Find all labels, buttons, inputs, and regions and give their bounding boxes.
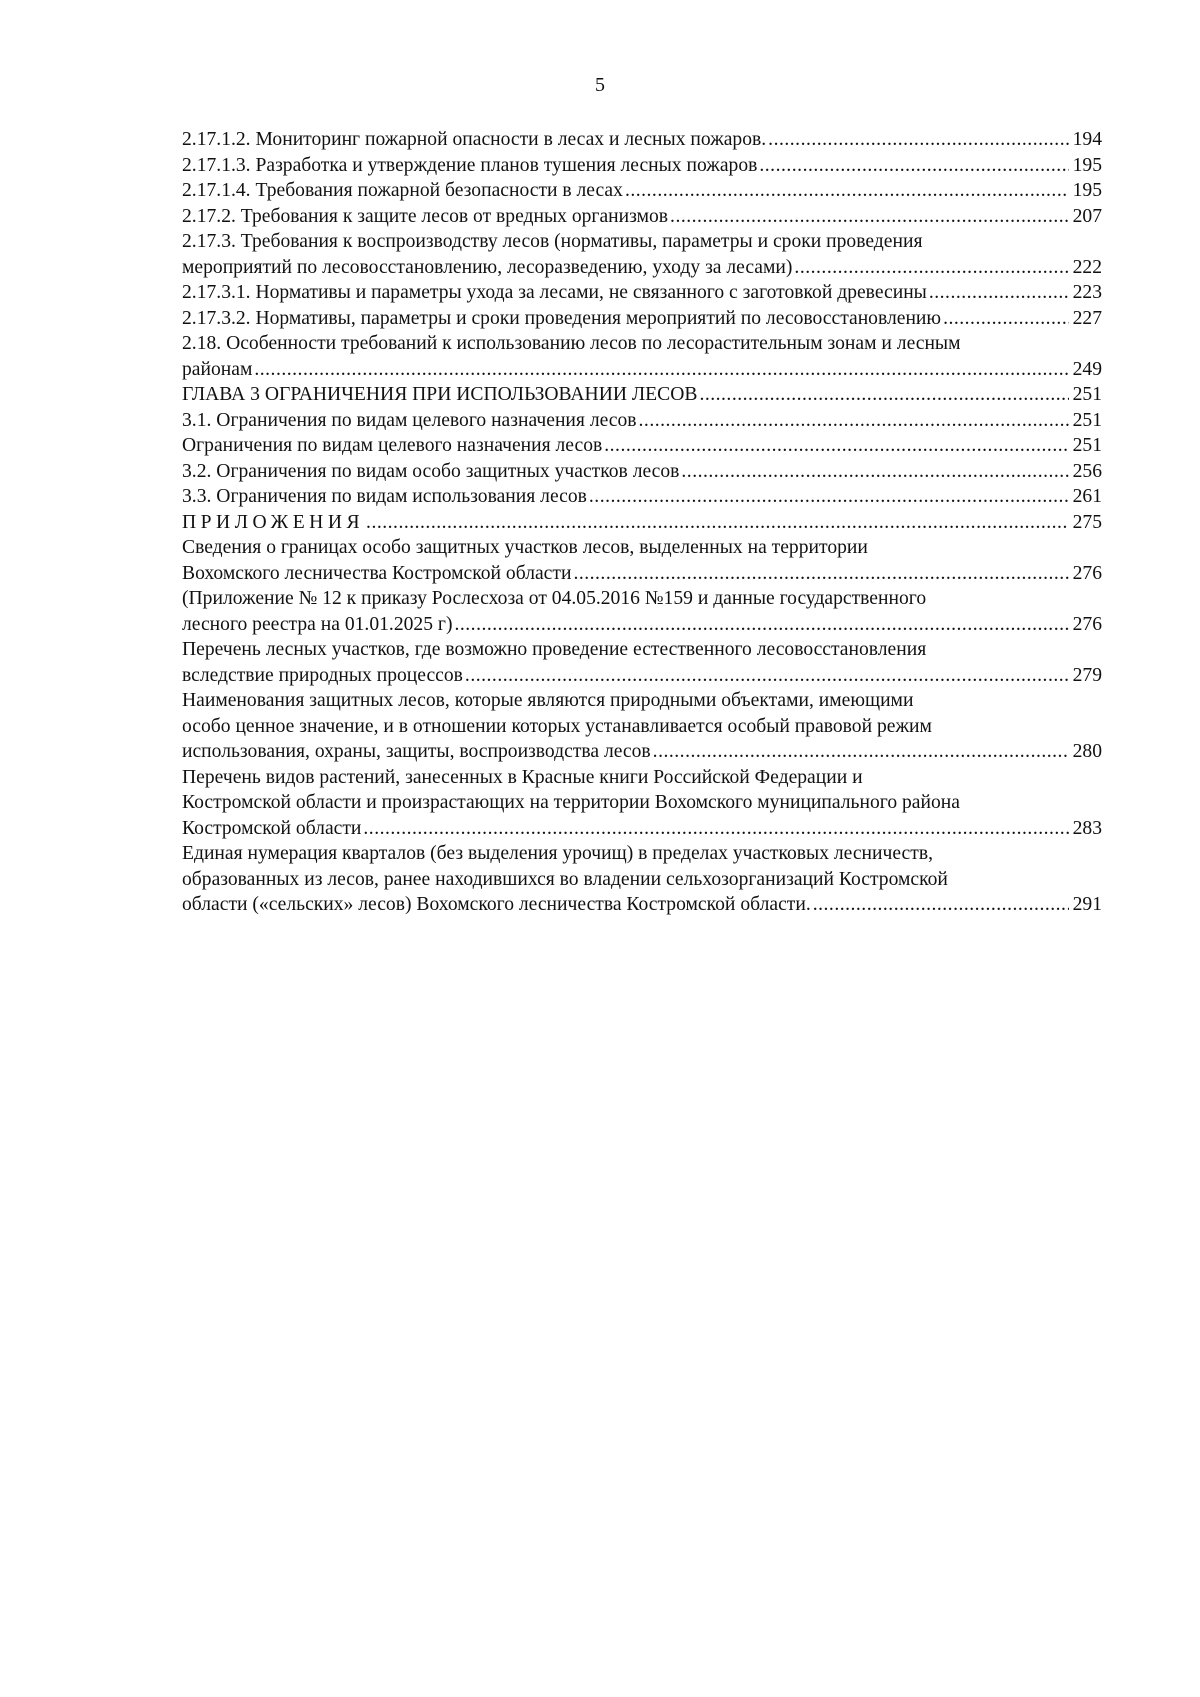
toc-entry-title: ГЛАВА 3 ОГРАНИЧЕНИЯ ПРИ ИСПОЛЬЗОВАНИИ ЛЕСОВ — [182, 384, 698, 405]
toc-entry-title: 3.3. Ограничения по видам использования лесов — [182, 486, 587, 507]
dot-leader — [929, 280, 1069, 306]
toc-entry-title: мероприятий по лесовосстановлению, лесоразведению, уходу за лесами) — [182, 256, 793, 278]
toc-entry-text-line: Перечень видов растений, занесенных в Красные книги Российской Федерации и — [182, 766, 863, 788]
toc-entry-page: 280 — [1072, 741, 1102, 762]
toc-entry-page: 194 — [1072, 129, 1102, 150]
toc-entry[interactable] — [182, 459, 1102, 485]
toc-entry-page: 276 — [1072, 562, 1102, 584]
toc-entry-page: 261 — [1072, 486, 1102, 507]
toc-entry-title: 3.2. Ограничения по видам особо защитных участков лесов — [182, 460, 680, 482]
toc-entry-page: 275 — [1072, 511, 1102, 533]
toc-entry[interactable] — [182, 765, 1102, 842]
dot-leader — [639, 408, 1069, 434]
dot-leader — [794, 255, 1068, 281]
toc-entry-title: 2.17.2. Требования к защите лесов от вредных организмов — [182, 205, 669, 227]
toc-entry-text-line: Костромской области и произрастающих на территории Вохомского муниципального района — [182, 792, 960, 813]
toc-entry[interactable] — [182, 535, 1102, 586]
dot-leader — [653, 739, 1069, 765]
page-number: 5 — [595, 74, 605, 96]
toc-entry-page: 251 — [1072, 384, 1102, 405]
toc-entry[interactable] — [182, 484, 1102, 510]
toc-entry-page: 291 — [1072, 894, 1102, 915]
toc-entry[interactable] — [182, 204, 1102, 230]
toc-entry[interactable] — [182, 382, 1102, 408]
toc-entry-title: 2.17.3.1. Нормативы и параметры ухода за лесами, не связанного с заготовкой древесины — [182, 282, 927, 303]
toc-entry-page: 249 — [1072, 358, 1102, 380]
dot-leader — [670, 204, 1069, 230]
toc-entry[interactable] — [182, 280, 1102, 306]
dot-leader — [943, 306, 1069, 332]
toc-entry[interactable] — [182, 178, 1102, 204]
toc-entry-page: 279 — [1072, 664, 1102, 686]
dot-leader — [625, 178, 1069, 204]
toc-entry-page: 207 — [1072, 205, 1102, 227]
toc-entry-text-line: (Приложение № 12 к приказу Рослесхоза от 04.05.2016 №159 и данные государственного — [182, 588, 927, 609]
toc-entry-title: 2.17.1.4. Требования пожарной безопасности в лесах — [182, 180, 623, 201]
toc-entry[interactable] — [182, 637, 1102, 688]
dot-leader — [699, 382, 1068, 408]
toc-entry-text-line: Единая нумерация кварталов (без выделения урочищ) в пределах участковых лесничеств, — [182, 843, 933, 864]
toc-entry-text-line: образованных из лесов, ранее находившихся во владении сельхозорганизаций Костромской — [182, 868, 948, 890]
dot-leader — [573, 561, 1068, 587]
toc-entry-page: 223 — [1072, 282, 1102, 303]
dot-leader — [366, 510, 1069, 536]
dot-leader — [589, 484, 1069, 510]
dot-leader — [759, 153, 1068, 179]
toc-entry[interactable] — [182, 586, 1102, 637]
toc-entry-page: 276 — [1072, 613, 1102, 635]
toc-entry-text-line: 2.17.3. Требования к воспроизводству лесов (нормативы, параметры и сроки проведения — [182, 231, 923, 252]
toc-entry-title: использования, охраны, защиты, воспроизводства лесов — [182, 741, 651, 762]
toc-entry[interactable] — [182, 229, 1102, 280]
toc-entry-title: вследствие природных процессов — [182, 664, 463, 686]
toc-entry[interactable] — [182, 408, 1102, 434]
toc-entry[interactable] — [182, 841, 1102, 918]
toc-entry-title: Ограничения по видам целевого назначения лесов — [182, 435, 603, 456]
toc-entry-text-line: 2.18. Особенности требований к использованию лесов по лесорастительным зонам и лесным — [182, 333, 961, 354]
dot-leader — [363, 816, 1068, 842]
toc-entry-page: 251 — [1072, 435, 1102, 456]
toc-entry-page: 256 — [1072, 460, 1102, 482]
toc-entry-page: 251 — [1072, 409, 1102, 431]
toc-entry-text-line: особо ценное значение, и в отношении которых устанавливается особый правовой режим — [182, 715, 932, 737]
toc-entry-title: районам — [182, 358, 253, 380]
toc-entry[interactable] — [182, 153, 1102, 179]
toc-entry-page: 283 — [1072, 817, 1102, 839]
dot-leader — [465, 663, 1069, 689]
dot-leader — [454, 612, 1068, 638]
toc-entry-title: лесного реестра на 01.01.2025 г) — [182, 613, 453, 635]
toc-entry[interactable] — [182, 688, 1102, 765]
toc-entry-title: Вохомского лесничества Костромской области — [182, 562, 572, 584]
toc-entry[interactable] — [182, 306, 1102, 332]
toc-entry-title: ПРИЛОЖЕНИЯ — [182, 511, 365, 533]
toc-entry-text-line: Наименования защитных лесов, которые являются природными объектами, имеющими — [182, 690, 914, 711]
toc-entry[interactable] — [182, 510, 1102, 536]
toc-entry[interactable] — [182, 433, 1102, 459]
toc-entry-title: Костромской области — [182, 817, 362, 839]
dot-leader — [254, 357, 1068, 383]
toc-entry-title: области («сельских» лесов) Вохомского лесничества Костромской области. — [182, 894, 811, 915]
toc-entry-page: 222 — [1072, 256, 1102, 278]
table-of-contents — [182, 127, 1102, 918]
toc-entry-page: 195 — [1072, 180, 1102, 201]
dot-leader — [813, 892, 1069, 918]
toc-entry-title: 2.17.1.2. Мониторинг пожарной опасности в лесах и лесных пожаров. — [182, 129, 767, 150]
toc-entry-text-line: Сведения о границах особо защитных участков лесов, выделенных на территории — [182, 537, 868, 558]
toc-entry-title: 3.1. Ограничения по видам целевого назначения лесов — [182, 409, 637, 431]
toc-entry[interactable] — [182, 127, 1102, 153]
toc-entry-text-line: Перечень лесных участков, где возможно проведение естественного лесовосстановления — [182, 639, 927, 660]
dot-leader — [681, 459, 1068, 485]
dot-leader — [768, 127, 1068, 153]
toc-entry-page: 195 — [1072, 154, 1102, 176]
toc-entry-title: 2.17.1.3. Разработка и утверждение планов тушения лесных пожаров — [182, 154, 758, 176]
toc-entry[interactable] — [182, 331, 1102, 382]
toc-entry-title: 2.17.3.2. Нормативы, параметры и сроки проведения мероприятий по лесовосстановлению — [182, 307, 942, 329]
dot-leader — [604, 433, 1068, 459]
toc-entry-page: 227 — [1072, 307, 1102, 329]
